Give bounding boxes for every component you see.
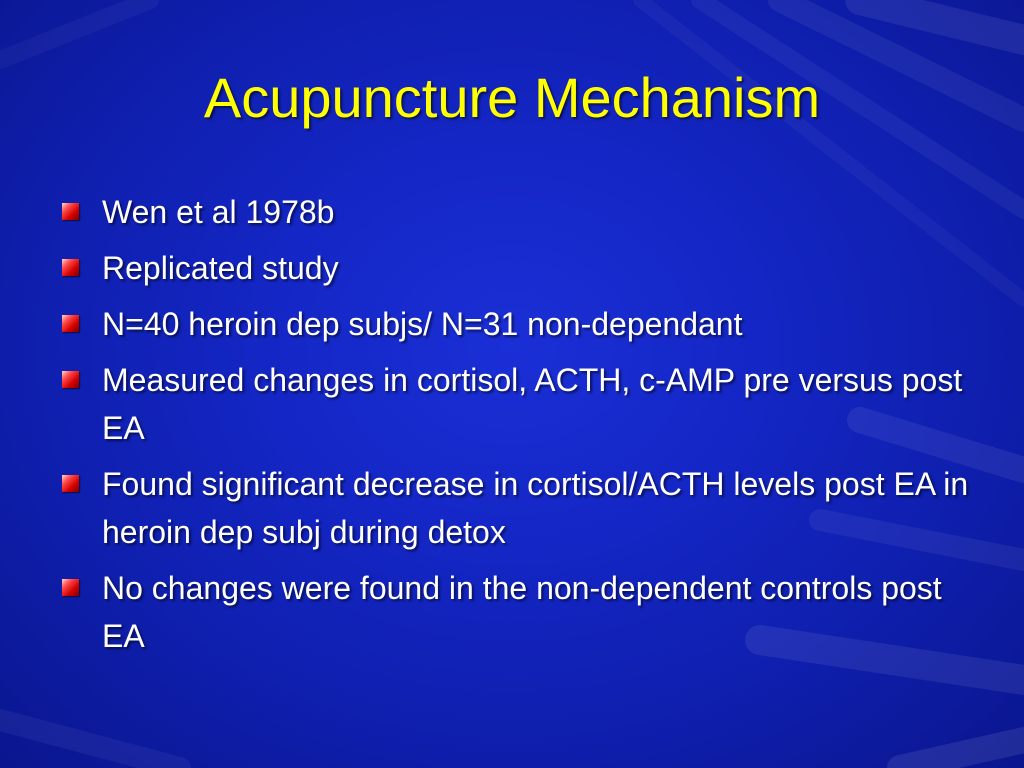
bullet-text: No changes were found in the non-dependent controls post EA: [102, 570, 942, 654]
bullet-item: [62, 188, 982, 236]
bullet-text: Replicated study: [102, 250, 339, 286]
bullet-item: [62, 460, 982, 556]
bullet-text: Wen et al 1978b: [102, 194, 335, 230]
bullet-text: Found significant decrease in cortisol/ACTH levels post EA in heroin dep subj during detox: [102, 466, 969, 550]
bullet-square-icon: [62, 315, 79, 332]
bullet-item: [62, 356, 982, 452]
bullet-item: [62, 300, 982, 348]
bullet-text: N=40 heroin dep subjs/ N=31 non-dependant: [102, 306, 743, 342]
bullet-square-icon: [62, 579, 79, 596]
slide-title: Acupuncture Mechanism: [203, 66, 821, 129]
bullet-item: [62, 564, 982, 660]
bullet-square-icon: [62, 475, 79, 492]
bullet-square-icon: [62, 259, 79, 276]
bullet-item: [62, 244, 982, 292]
bullet-list: [62, 188, 982, 668]
bullet-square-icon: [62, 371, 79, 388]
bullet-text: Measured changes in cortisol, ACTH, c-AMP pre versus post EA: [102, 362, 963, 446]
bullet-square-icon: [62, 203, 79, 220]
